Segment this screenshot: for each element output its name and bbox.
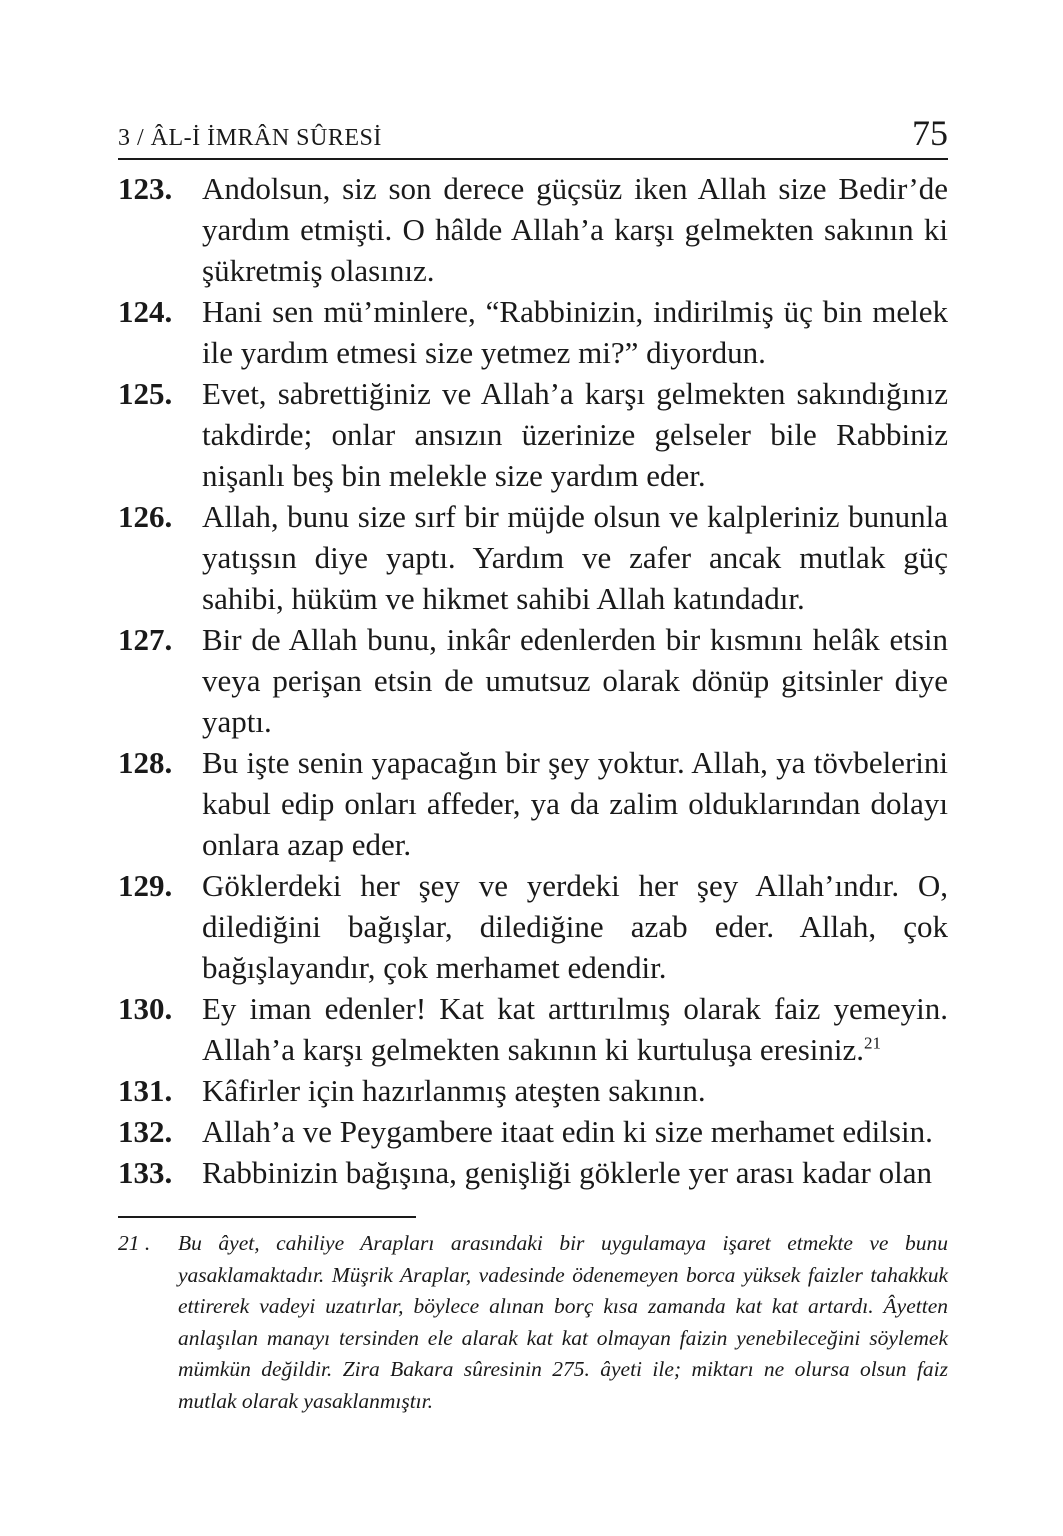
footnote-reference: 21 <box>864 1033 882 1053</box>
verse-text: Bu işte senin yapacağın bir şey yoktur. Allah, ya tövbelerini kabul edip onları affeder, ya da zalim olduklarından dolayı onlara azap eder. <box>202 745 948 862</box>
verse-text: Allah’a ve Peygambere itaat edin ki size merhamet edilsin. <box>202 1114 933 1149</box>
verse-number: 132. <box>118 1114 173 1149</box>
verse-number: 128. <box>118 745 173 780</box>
verse-128 <box>118 742 948 865</box>
verse-127 <box>118 619 948 742</box>
verse-text: Ey iman edenler! Kat kat arttırılmış olarak faiz yemeyin. Allah’a karşı gelmekten sakının ki kurtuluşa eresiniz. <box>202 991 948 1067</box>
verse-number: 130. <box>118 991 173 1026</box>
verse-131 <box>118 1070 948 1111</box>
verse-number: 125. <box>118 376 173 411</box>
verse-number: 124. <box>118 294 173 329</box>
verse-number: 126. <box>118 499 173 534</box>
running-head: 3 / ÂL-İ İMRÂN SÛRESİ <box>118 125 382 151</box>
verse-number: 131. <box>118 1073 173 1108</box>
footnote-number: 21 . <box>118 1231 151 1255</box>
verse-text: Evet, sabrettiğiniz ve Allah’a karşı gelmekten sakındığınız takdirde; onlar ansızın üzerinize gelseler bile Rabbiniz nişanlı beş bin melekle size yardım eder. <box>202 376 948 493</box>
verse-123 <box>118 168 948 291</box>
verse-text: Allah, bunu size sırf bir müjde olsun ve kalpleriniz bununla yatışsın diye yaptı. Yardım ve zafer ancak mutlak güç sahibi, hüküm ve hikmet sahibi Allah katındadır. <box>202 499 948 616</box>
verse-126 <box>118 496 948 619</box>
verse-text: Bir de Allah bunu, inkâr edenlerden bir kısmını helâk etsin veya perişan etsin de umutsuz olarak dönüp gitsinler diye yaptı. <box>202 622 948 739</box>
verse-129 <box>118 865 948 988</box>
footnote-divider <box>118 1216 416 1218</box>
verse-132 <box>118 1111 948 1152</box>
verse-number: 129. <box>118 868 173 903</box>
page-header <box>118 112 948 160</box>
footnote <box>118 1228 948 1417</box>
verse-number: 123. <box>118 171 173 206</box>
verse-text: Andolsun, siz son derece güçsüz iken Allah size Bedir’de yardım etmişti. O hâlde Allah’a karşı gelmekten sakının ki şükretmiş olasınız. <box>202 171 948 288</box>
verse-text: Rabbinizin bağışına, genişliği göklerle yer arası kadar olan <box>202 1155 932 1190</box>
verse-125 <box>118 373 948 496</box>
verse-133 <box>118 1152 948 1193</box>
verse-124 <box>118 291 948 373</box>
verse-text-wrapper <box>202 988 948 1070</box>
verse-text: Kâfirler için hazırlanmış ateşten sakının. <box>202 1073 706 1108</box>
verse-number: 133. <box>118 1155 173 1190</box>
verse-number: 127. <box>118 622 173 657</box>
page-number: 75 <box>912 113 948 153</box>
verse-130 <box>118 988 948 1070</box>
verse-list <box>118 168 948 1193</box>
verse-text: Göklerdeki her şey ve yerdeki her şey Allah’ındır. O, dilediğini bağışlar, dilediğine azab eder. Allah, çok bağışlayandır, çok merhamet edendir. <box>202 868 948 985</box>
footnote-text: Bu âyet, cahiliye Arapları arasındaki bir uygulamaya işaret etmekte ve bunu yasaklamaktadır. Müşrik Araplar, vadesinde ödenemeyen borca yüksek faizler tahakkuk ettirerek vadeyi uzatırlar, böylece alınan borç kısa zamanda kat kat artardı. Âyetten anlaşılan manayı tersinden ele alarak kat kat olmayan faizin yenebileceğini söylemek mümkün değildir. Zira Bakara sûresinin 275. âyeti ile; miktarı ne olursa olsun faiz mutlak olarak yasaklanmıştır. <box>178 1231 948 1413</box>
verse-text: Hani sen mü’minlere, “Rabbinizin, indirilmiş üç bin melek ile yardım etmesi size yetmez mi?” diyordun. <box>202 294 948 370</box>
